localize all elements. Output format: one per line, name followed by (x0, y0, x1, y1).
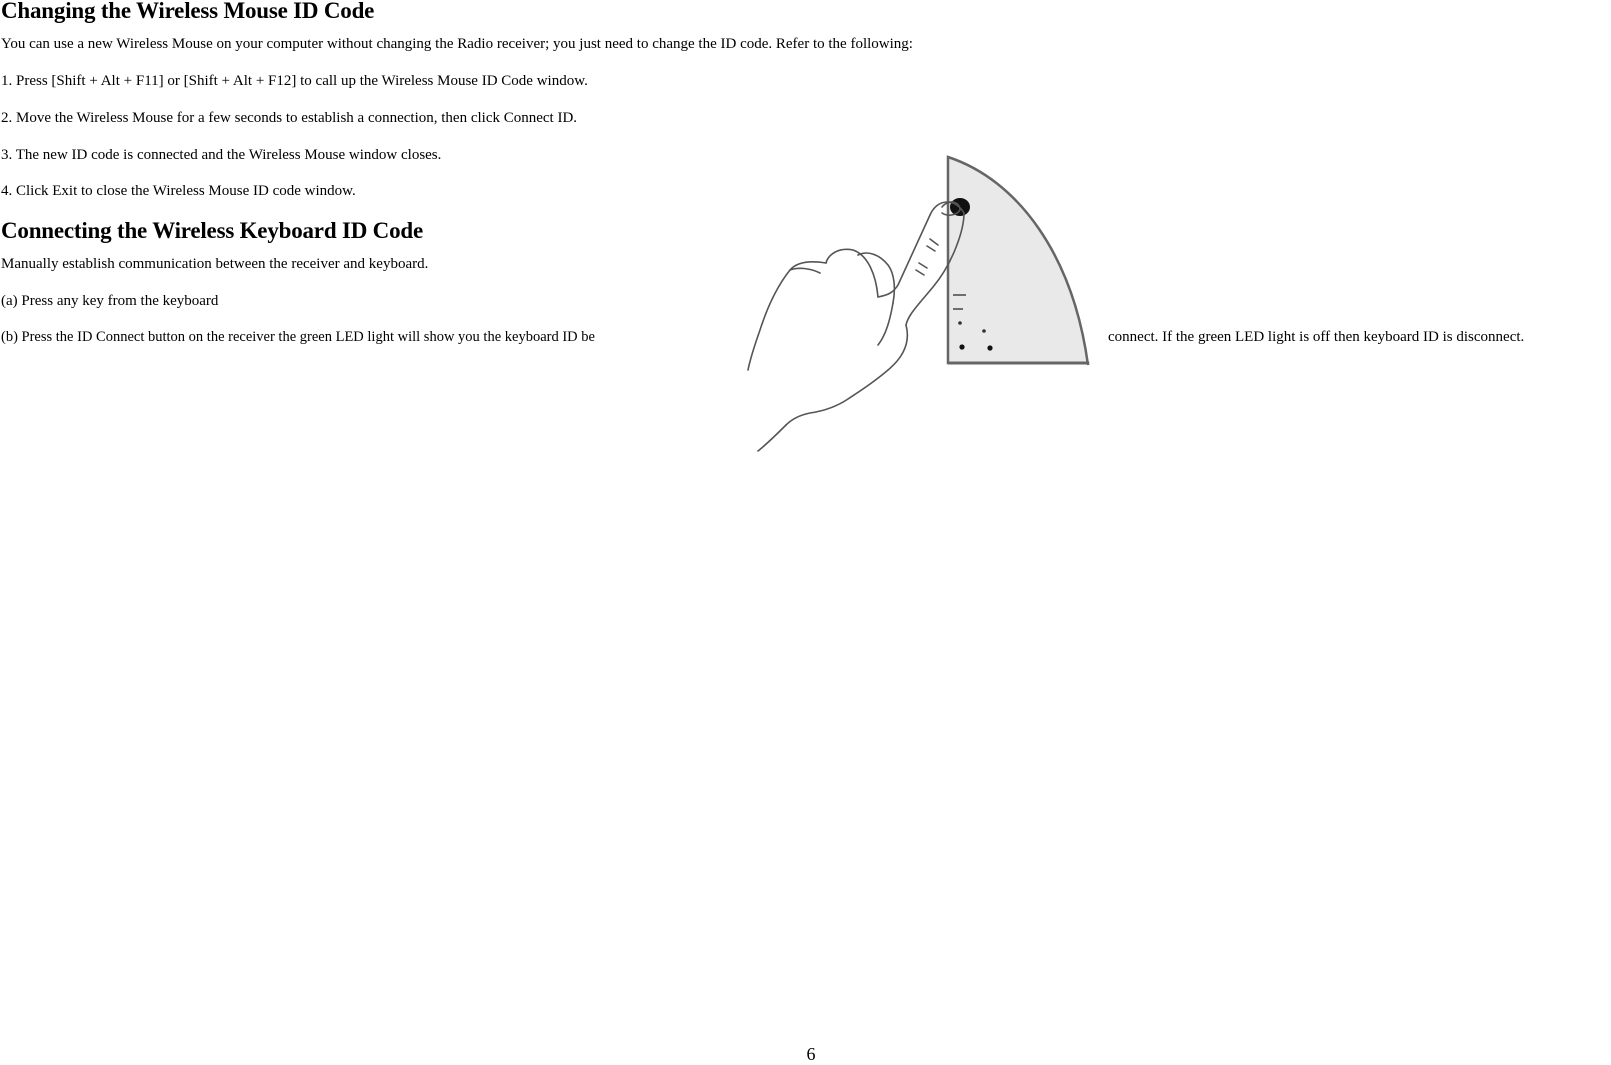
keyboard-step-b-end: connect. If the green LED light is off then keyboard ID is disconnect. (1108, 329, 1525, 345)
mouse-section-intro: You can use a new Wireless Mouse on your computer without changing the Radio receiver; you just need to change the ID code. Refer to the following: (1, 36, 913, 52)
page-number: 6 (806, 1044, 816, 1064)
mouse-step-4: 4. Click Exit to close the Wireless Mouse ID code window. (1, 183, 356, 199)
finger-pressing-receiver-button-illustration (728, 155, 1094, 455)
mouse-step-1: 1. Press [Shift + Alt + F11] or [Shift + Alt + F12] to call up the Wireless Mouse ID Code window. (1, 73, 588, 89)
mouse-section-heading: Changing the Wireless Mouse ID Code (1, 0, 375, 23)
mouse-step-2: 2. Move the Wireless Mouse for a few seconds to establish a connection, then click Connect ID. (1, 110, 578, 126)
led-indicator-icon (958, 321, 962, 325)
led-indicator-icon (987, 345, 992, 350)
hand-icon (748, 202, 964, 451)
keyboard-step-a: (a) Press any key from the keyboard (1, 293, 219, 309)
keyboard-step-b-start: (b) Press the ID Connect button on the receiver the green LED light will show you the keyboard ID be (1, 329, 595, 345)
mouse-step-3: 3. The new ID code is connected and the Wireless Mouse window closes. (1, 147, 442, 163)
led-indicator-icon (959, 344, 964, 349)
keyboard-section-heading: Connecting the Wireless Keyboard ID Code (1, 218, 423, 243)
led-indicator-icon (982, 329, 986, 333)
keyboard-section-intro: Manually establish communication between the receiver and keyboard. (1, 256, 429, 272)
receiver-body-icon (948, 157, 1088, 365)
